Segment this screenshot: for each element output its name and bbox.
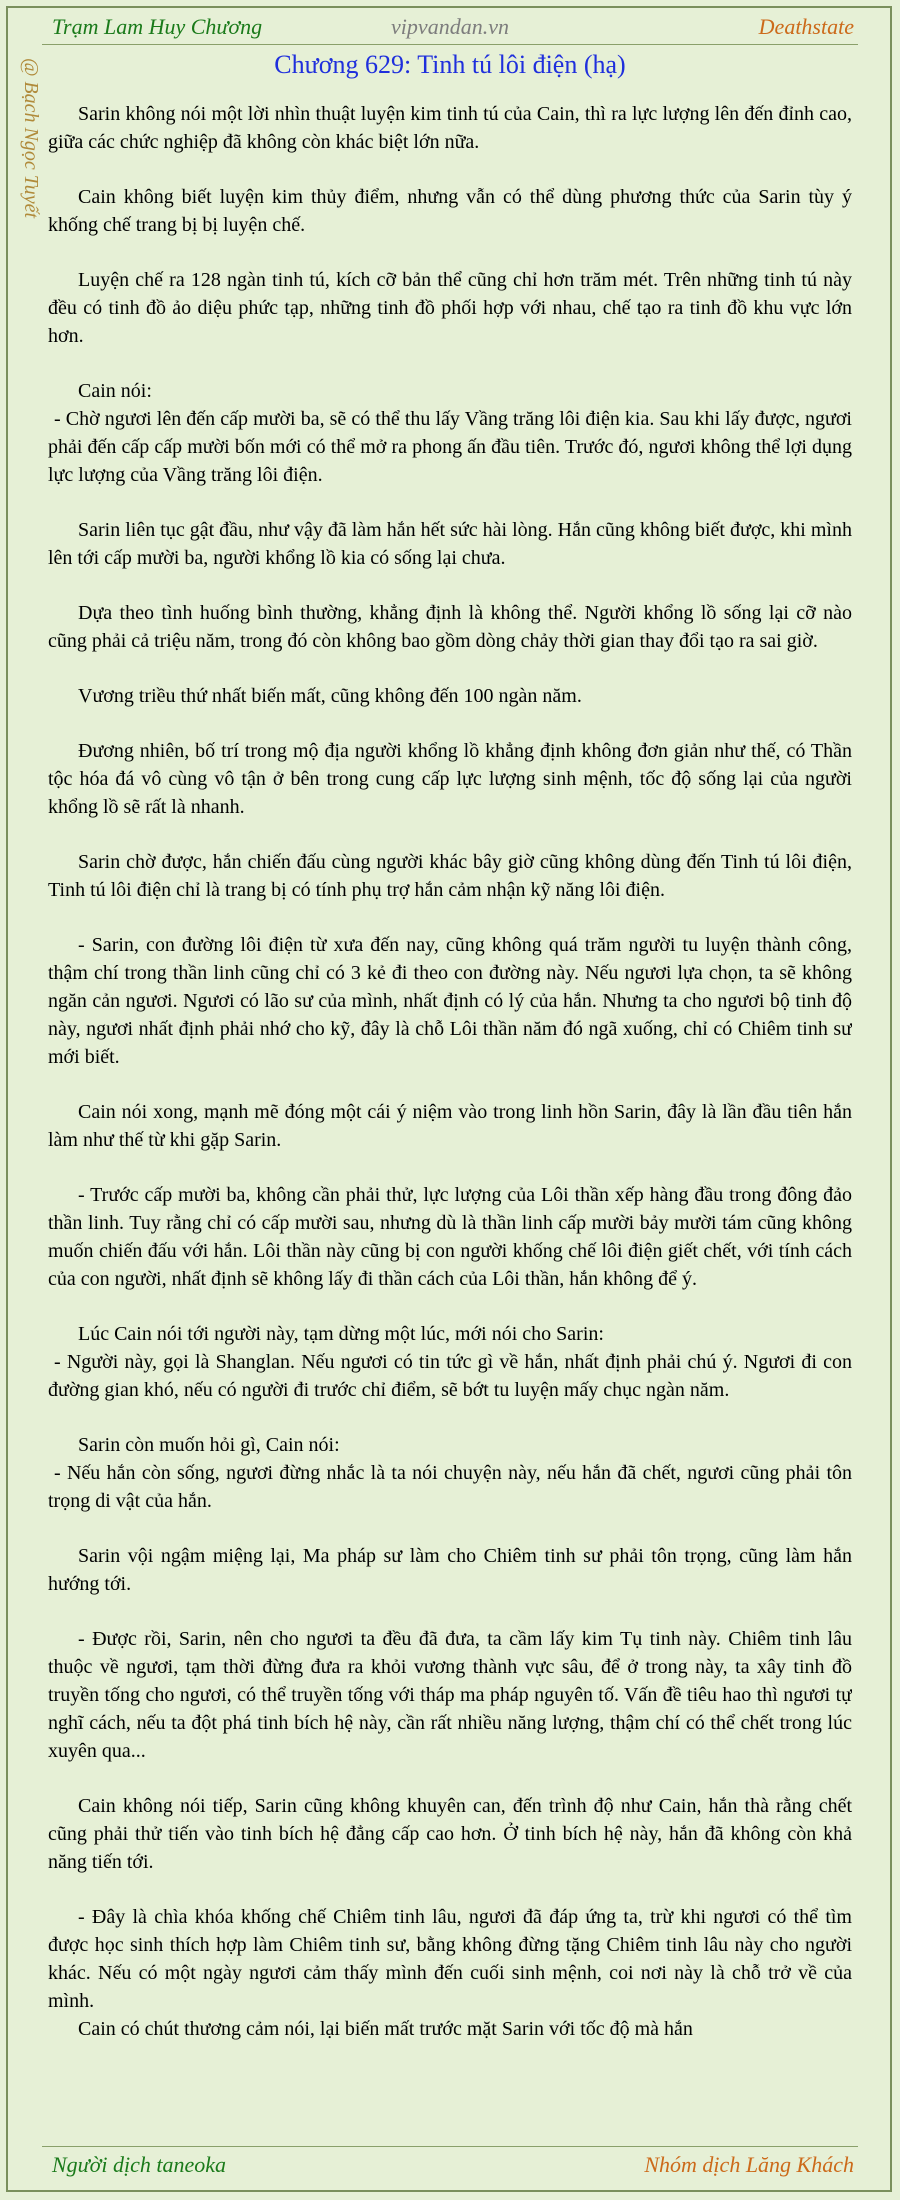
sidebar-credit: @ Bạch Ngọc Tuyết — [20, 58, 42, 219]
paragraph: Đương nhiên, bố trí trong mộ địa người khổng lồ khẳng định không đơn giản như thế, có Thần tộc hóa đá vô cùng vô tận ở bên trong cung cấp lực lượng sinh mệnh, tốc độ sống lại của người khổng lồ sẽ rất là nhanh. — [48, 740, 852, 818]
chapter-body — [48, 100, 852, 2116]
chapter-title: Chương 629: Tinh tú lôi điện (hạ) — [274, 50, 626, 79]
paragraph: Cain có chút thương cảm nói, lại biến mất trước mặt Sarin với tốc độ mà hắn — [78, 2018, 693, 2040]
dialogue-paragraph: - Chờ ngươi lên đến cấp mười ba, sẽ có thể thu lấy Vầng trăng lôi điện kia. Sau khi lấy được, ngươi phải đến cấp cấp mười bốn mới có thể mở ra phong ấn đầu tiên. Trước đó, ngươi không thể lợi dụng lực lượng của Vầng trăng lôi điện. — [48, 408, 852, 486]
paragraph: Sarin chờ được, hắn chiến đấu cùng người khác bây giờ cũng không dùng đến Tinh tú lôi điện, Tinh tú lôi điện chỉ là trang bị có tính phụ trợ hắn cảm nhận kỹ năng lôi điện. — [48, 851, 852, 901]
paragraph: Lúc Cain nói tới người này, tạm dừng một lúc, mới nói cho Sarin: — [78, 1323, 604, 1345]
paragraph: Cain không biết luyện kim thủy điểm, nhưng vẫn có thể dùng phương thức của Sarin tùy ý khống chế trang bị bị luyện chế. — [48, 186, 852, 236]
paragraph: Vương triều thứ nhất biến mất, cũng không đến 100 ngàn năm. — [78, 685, 582, 707]
paragraph: Cain nói: — [78, 380, 152, 402]
page-header — [8, 8, 892, 44]
paragraph: Sarin còn muốn hỏi gì, Cain nói: — [78, 1434, 340, 1456]
dialogue-paragraph: - Sarin, con đường lôi điện từ xưa đến nay, cũng không quá trăm người tu luyện thành công, thậm chí trong thần linh cũng chỉ có 3 kẻ đi theo con đường này. Nếu ngươi lựa chọn, ta sẽ không ngăn cản ngươi. Ngươi có lão sư của mình, nhất định có lý của hắn. Nhưng ta cho ngươi bộ tinh độ này, ngươi nhất định phải nhớ cho kỹ, đây là chỗ Lôi thần năm đó ngã xuống, chỉ có Chiêm tinh sư mới biết. — [48, 934, 852, 1068]
paragraph: Cain nói xong, mạnh mẽ đóng một cái ý niệm vào trong linh hồn Sarin, đây là lần đầu tiên hắn làm như thế từ khi gặp Sarin. — [48, 1101, 852, 1151]
dialogue-paragraph: - Được rồi, Sarin, nên cho ngươi ta đều đã đưa, ta cầm lấy kim Tụ tinh này. Chiêm tinh lâu thuộc về ngươi, tạm thời đừng đưa ra khỏi vương thành vực sâu, để ở trong này, ta xây tinh đồ truyền tống cho ngươi, có thể truyền tống với tháp ma pháp nguyên tố. Vấn đề tiêu hao thì ngươi tự nghĩ cách, nếu ta đột phá tinh bích hệ này, cần rất nhiều năng lượng, thậm chí có thể chết trong lúc xuyên qua... — [48, 1628, 852, 1762]
header-divider — [42, 44, 858, 45]
paragraph: Sarin không nói một lời nhìn thuật luyện kim tinh tú của Cain, thì ra lực lượng lên đến đỉnh cao, giữa các chức nghiệp đã không còn khác biệt lớn nữa. — [48, 103, 852, 153]
dialogue-paragraph: - Trước cấp mười ba, không cần phải thử, lực lượng của Lôi thần xếp hàng đầu trong đông đảo thần linh. Tuy rằng chỉ có cấp mười sau, nhưng dù là thần linh cấp mười bảy mười tám cũng không muốn chiến đấu với hắn. Lôi thần này cũng bị con người khống chế lôi điện giết chết, với tính cách của con người, nhất định sẽ không lấy đi thần cách của Lôi thần, hắn không để ý. — [48, 1184, 852, 1290]
header-site-name: Trạm Lam Huy Chương — [52, 14, 263, 39]
header-book-title: Deathstate — [758, 14, 854, 39]
footer-translator: Người dịch taneoka — [52, 2152, 227, 2177]
paragraph: Sarin liên tục gật đầu, như vậy đã làm hắn hết sức hài lòng. Hắn cũng không biết được, khi mình lên tới cấp mười ba, người khổng lồ kia có sống lại chưa. — [48, 519, 852, 569]
paragraph: Sarin vội ngậm miệng lại, Ma pháp sư làm cho Chiêm tinh sư phải tôn trọng, cũng làm hắn hướng tới. — [48, 1545, 852, 1595]
footer-divider — [42, 2146, 858, 2147]
paragraph: Dựa theo tình huống bình thường, khẳng định là không thể. Người khổng lồ sống lại cỡ nào cũng phải cả triệu năm, trong đó còn không bao gồm dòng chảy thời gian thay đổi tạo ra sai giờ. — [48, 602, 852, 652]
dialogue-paragraph: - Đây là chìa khóa khống chế Chiêm tinh lâu, ngươi đã đáp ứng ta, trừ khi ngươi có thể tìm được học sinh thích hợp làm Chiêm tinh sư, bằng không đừng tặng Chiêm tinh lâu này cho người khác. Nếu có một ngày ngươi cảm thấy mình đến cuối sinh mệnh, coi nơi này là chỗ trở về của mình. — [48, 1906, 852, 2012]
paragraph: Cain không nói tiếp, Sarin cũng không khuyên can, đến trình độ như Cain, hắn thà rằng chết cũng phải thử tiến vào tinh bích hệ đẳng cấp cao hơn. Ở tinh bích hệ này, hắn đã không còn khả năng tiến tới. — [48, 1795, 852, 1873]
dialogue-paragraph: - Nếu hắn còn sống, ngươi đừng nhắc là ta nói chuyện này, nếu hắn đã chết, ngươi cũng phải tôn trọng di vật của hắn. — [48, 1462, 852, 1512]
paragraph: Luyện chế ra 128 ngàn tinh tú, kích cỡ bản thể cũng chỉ hơn trăm mét. Trên những tinh tú này đều có tinh đồ ảo diệu phức tạp, những tinh đồ phối hợp với nhau, chế tạo ra tinh đồ khu vực lớn hơn. — [48, 269, 852, 347]
footer-group: Nhóm dịch Lăng Khách — [644, 2152, 854, 2177]
header-url: vipvandan.vn — [391, 14, 509, 39]
page-footer — [8, 2150, 892, 2186]
dialogue-paragraph: - Người này, gọi là Shanglan. Nếu ngươi có tin tức gì về hắn, nhất định phải chú ý. Ngươi đi con đường gian khó, nếu có người đi trước chỉ điểm, sẽ bớt tu luyện mấy chục ngàn năm. — [48, 1351, 852, 1401]
